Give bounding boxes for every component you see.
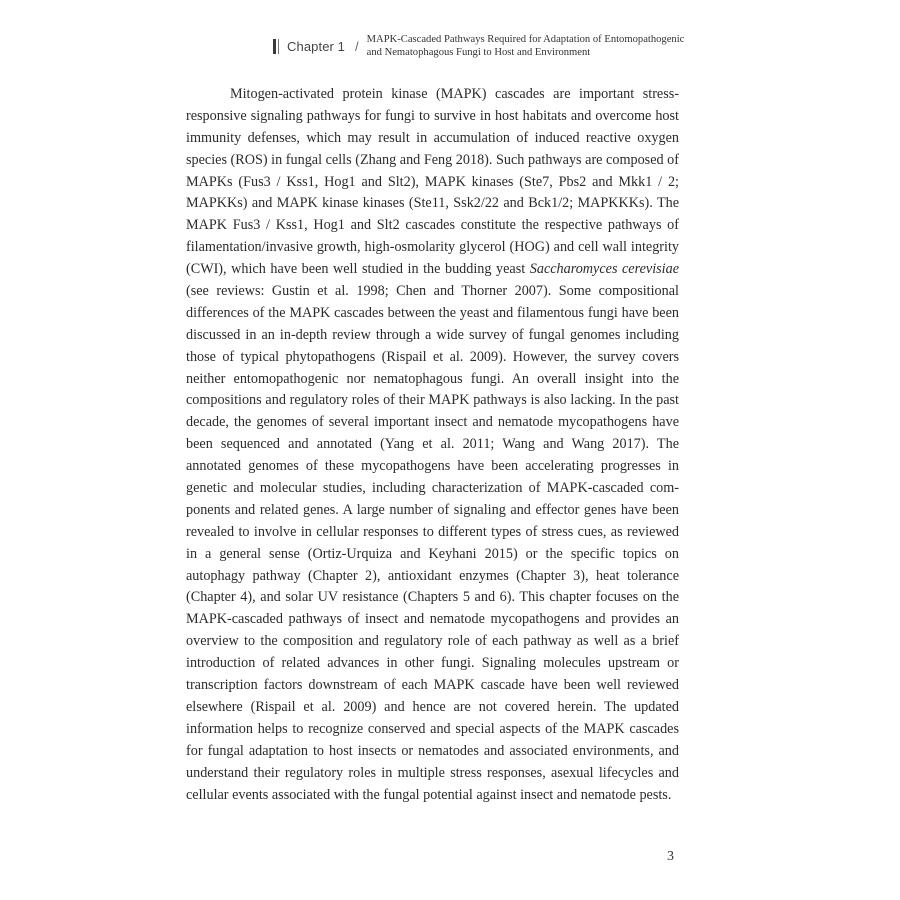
body-line: revealed to involve in cellular responses to different types of stress cues, as reviewed [186, 523, 679, 540]
running-header [273, 33, 684, 59]
page-number: 3 [667, 849, 674, 864]
body-line: in a general sense (Ortiz-Urquiza and Keyhani 2015) or the specific topics on [186, 545, 679, 562]
body-line: ponents and related genes. A large number of signaling and effector genes have been [186, 501, 679, 518]
body-line-with-species [186, 259, 679, 281]
header-bar-ornament [273, 38, 279, 54]
chapter-title-line-1: MAPK-Cascaded Pathways Required for Adaptation of Entomopathogenic [366, 34, 685, 45]
body-line-text: (CWI), which have been well studied in the budding yeast [186, 261, 530, 278]
body-line: information helps to recognize conserved and special aspects of the MAPK cascades [186, 720, 679, 737]
body-line: filamentation/invasive growth, high-osmolarity glycerol (HOG) and cell wall integrity [186, 239, 679, 256]
body-line: for fungal adaptation to host insects or nematodes and associated environments, and [186, 742, 679, 759]
body-line: decade, the genomes of several important insect and nematode mycopathogens have [186, 414, 679, 431]
body-line: (see reviews: Gustin et al. 1998; Chen and Thorner 2007). Some compositional [186, 283, 679, 300]
body-line: introduction of related advances in other fungi. Signaling molecules upstream or [186, 655, 679, 672]
body-line: Mitogen-activated protein kinase (MAPK) cascades are important stress- [230, 86, 679, 102]
header-bar-thick [273, 39, 276, 54]
body-line: neither entomopathogenic nor nematophagous fungi. An overall insight into the [186, 370, 679, 387]
chapter-label: Chapter 1 [287, 38, 345, 54]
body-line: those of typical phytopathogens (Rispail et al. 2009). However, the survey covers [186, 348, 679, 365]
species-name: Saccharomyces cerevisiae [529, 261, 679, 278]
body-line-last: cellular events associated with the fungal potential against insect and nematode pests. [186, 786, 672, 803]
body-line: MAPK Fus3 / Kss1, Hog1 and Slt2 cascades constitute the respective pathways of [186, 217, 679, 234]
body-line: elsewhere (Rispail et al. 2009) and hence are not covered herein. The updated [186, 698, 679, 715]
header-separator: / [355, 38, 359, 54]
header-bar-thin [278, 39, 279, 54]
body-line: genetic and molecular studies, including characterization of MAPK-cascaded com- [186, 480, 679, 497]
chapter-title-line-2: and Nematophagous Fungi to Host and Environment [366, 47, 591, 58]
body-line: immunity defenses, which may result in accumulation of induced reactive oxygen [186, 129, 679, 146]
body-line: been sequenced and annotated (Yang et al. 2011; Wang and Wang 2017). The [186, 436, 679, 453]
body-line: MAPKs (Fus3 / Kss1, Hog1 and Slt2), MAPK kinases (Ste7, Pbs2 and Mkk1 / 2; [186, 173, 679, 190]
body-line: (Chapter 4), and solar UV resistance (Chapters 5 and 6). This chapter focuses on the [186, 589, 679, 606]
chapter-title [367, 33, 685, 59]
body-line: autophagy pathway (Chapter 2), antioxidant enzymes (Chapter 3), heat tolerance [186, 567, 679, 584]
body-line: annotated genomes of these mycopathogens have been accelerating progresses in [186, 458, 679, 475]
body-line: differences of the MAPK cascades between the yeast and filamentous fungi have been [186, 304, 679, 321]
body-paragraph [186, 84, 679, 806]
body-line: compositions and regulatory roles of their MAPK pathways is also lacking. In the past [186, 392, 679, 409]
body-line: species (ROS) in fungal cells (Zhang and Feng 2018). Such pathways are composed of [186, 151, 679, 168]
body-line: MAPK-cascaded pathways of insect and nematode mycopathogens and provides an [186, 611, 679, 628]
body-line: discussed in an in-depth review through a wide survey of fungal genomes including [186, 326, 679, 343]
body-line: MAPKKs) and MAPK kinase kinases (Ste11, Ssk2/22 and Bck1/2; MAPKKKs). The [186, 195, 679, 212]
body-line: responsive signaling pathways for fungi to survive in host habitats and overcome host [186, 107, 679, 124]
body-line: overview to the composition and regulatory role of each pathway as well as a brief [186, 633, 679, 650]
body-line: transcription factors downstream of each MAPK cascade have been well reviewed [186, 677, 679, 694]
body-line: understand their regulatory roles in multiple stress responses, asexual lifecycles and [186, 764, 679, 781]
